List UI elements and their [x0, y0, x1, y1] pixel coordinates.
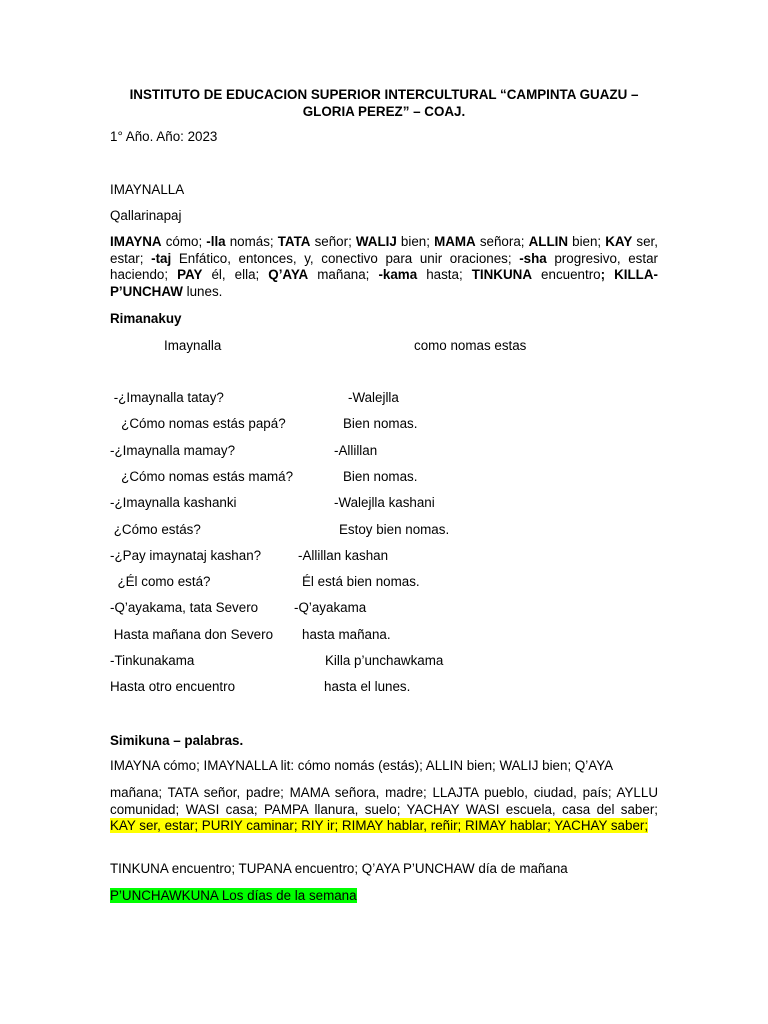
vocab-meaning: ser, estar;	[110, 234, 658, 266]
dialogue-row-left: ¿Cómo nomas estás mamá?	[110, 469, 294, 484]
vocab-meaning: hasta;	[417, 267, 472, 282]
vocab-intro-paragraph	[110, 234, 658, 300]
dialogue-row-left: Hasta mañana don Severo	[110, 627, 274, 642]
vocab-meaning: nomás;	[225, 234, 278, 249]
institution-title-line1: INSTITUTO DE EDUCACION SUPERIOR INTERCULTURAL “CAMPINTA GUAZU –	[129, 87, 639, 102]
dialogue-row-left: -Q’ayakama, tata Severo	[110, 600, 259, 615]
vocab-meaning: progresivo, estar haciendo;	[110, 250, 658, 282]
vocab-term: Q’AYA	[268, 267, 309, 282]
dialogue-row-right: Killa p’unchawkama	[325, 653, 444, 668]
dialogue-row-left: Hasta otro encuentro	[110, 679, 236, 694]
dialogue-row-left: ¿Cómo nomas estás papá?	[110, 416, 286, 431]
vocab-term: ALLIN	[528, 234, 569, 249]
dialogue-row-right: hasta el lunes.	[324, 679, 411, 694]
words-paragraph-plain: mañana; TATA señor, padre; MAMA señora, madre; LLAJTA pueblo, ciudad, país; AYLLU comunidad; WASI casa; PAMPA llanura, suelo; YACHAY WASI escuela, casa del saber;	[110, 785, 658, 817]
vocab-meaning: señor;	[310, 234, 356, 249]
dialogue-row-right: -Walejlla kashani	[334, 495, 435, 510]
vocab-meaning: cómo;	[161, 234, 207, 249]
vocab-term: -taj	[151, 250, 172, 266]
dialogue-row-left: -¿Imaynalla tatay?	[110, 390, 224, 405]
dialogue-heading: Rimanakuy	[110, 311, 182, 326]
days-heading-text: P’UNCHAWKUNA Los días de la semana	[110, 888, 357, 903]
dialogue-row-right: Bien nomas.	[343, 416, 418, 431]
dialogue-row-right: -Allillan kashan	[298, 548, 389, 563]
dialogue-row-right: Él está bien nomas.	[302, 574, 420, 589]
dialogue-row-left: -¿Pay imaynataj kashan?	[110, 548, 262, 563]
vocab-meaning: bien;	[396, 234, 435, 249]
dialogue-header-right: como nomas estas	[414, 338, 527, 353]
dialogue-row-left: -¿Imaynalla mamay?	[110, 443, 236, 458]
dialogue-row-left: -Tinkunakama	[110, 653, 195, 668]
vocab-term: TINKUNA	[471, 267, 532, 282]
vocab-meaning: lunes.	[182, 283, 223, 299]
words-paragraph	[110, 785, 658, 835]
lesson-title: IMAYNALLA	[110, 182, 185, 197]
dialogue-row-right: -Q’ayakama	[294, 600, 367, 615]
year-line: 1° Año. Año: 2023	[110, 129, 218, 144]
institution-title-line2: GLORIA PEREZ” – COAJ.	[302, 104, 466, 119]
words-line1: IMAYNA cómo; IMAYNALLA lit: cómo nomás (estás); ALLIN bien; WALIJ bien; Q’AYA	[110, 758, 614, 773]
dialogue-row-left: ¿Cómo estás?	[110, 522, 201, 537]
dialogue-row-left: ¿Él como está?	[110, 574, 211, 589]
dialogue-row-right: -Walejlla	[348, 390, 399, 405]
vocab-term: PAY	[177, 267, 203, 282]
vocab-meaning: él, ella;	[202, 267, 269, 282]
vocab-term: -lla	[206, 234, 226, 249]
vocab-term: KAY	[605, 234, 633, 249]
vocab-meaning: mañana;	[308, 267, 379, 282]
vocab-meaning: Enfático, entonces, y, conectivo para unir oraciones;	[171, 250, 520, 266]
words-line-tinkuna: TINKUNA encuentro; TUPANA encuentro; Q’AYA P’UNCHAW día de mañana	[110, 861, 568, 876]
vocab-term: MAMA	[434, 234, 476, 249]
vocab-term: IMAYNA	[110, 234, 162, 249]
vocab-meaning: bien;	[568, 234, 606, 249]
words-paragraph-highlight: KAY ser, estar; PURIY caminar; RIY ir; RIMAY hablar, reñir; RIMAY hablar; YACHAY saber;	[110, 818, 649, 833]
dialogue-row-right: Estoy bien nomas.	[339, 522, 450, 537]
lesson-subtitle: Qallarinapaj	[110, 208, 182, 223]
dialogue-row-left: -¿Imaynalla kashanki	[110, 495, 237, 510]
vocab-meaning: encuentro	[532, 267, 601, 282]
dialogue-row-right: Bien nomas.	[343, 469, 418, 484]
dialogue-row-right: -Allillan	[334, 443, 378, 458]
vocab-term: -kama	[378, 267, 418, 282]
words-heading: Simikuna – palabras.	[110, 733, 244, 748]
days-heading	[110, 888, 357, 904]
vocab-term: TATA	[277, 234, 311, 249]
dialogue-header-left: Imaynalla	[164, 338, 222, 353]
dialogue-row-right: hasta mañana.	[302, 627, 391, 642]
vocab-term: WALIJ	[355, 234, 397, 249]
vocab-term: -sha	[519, 250, 547, 266]
vocab-term: ; KILLA-P’UNCHAW	[110, 267, 658, 299]
vocab-meaning: señora;	[475, 234, 529, 249]
